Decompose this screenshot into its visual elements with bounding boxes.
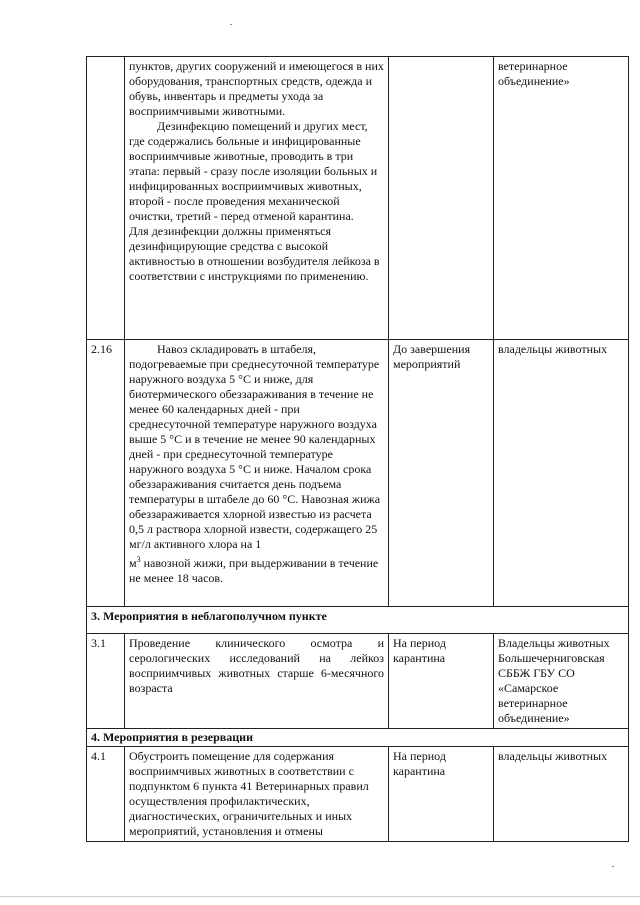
measure-paragraph: Дезинфекцию помещений и других мест, где содержались больные и инфицированные восприимчивые животные, проводить в три этапа: первый - сразу после изоляции больных и инфицированных восприимчивых животных, второй - после проведения механической очистки, третий - перед отменой карантина. <box>129 119 378 223</box>
unit-superscript: 3 <box>136 555 141 564</box>
measure-text: Проведение клинического осмотра и серологических исследований на лейкоз восприимчивых животных старше 6-месячного возраста <box>125 634 389 729</box>
row-number: 3.1 <box>87 634 125 729</box>
section-title: 3. Мероприятия в неблагополучном пункте <box>87 607 629 634</box>
measures-table <box>86 56 629 842</box>
responsible-cell: владельцы животных <box>494 747 629 842</box>
section-title: 4. Мероприятия в резервации <box>87 729 629 747</box>
measure-text <box>125 340 389 607</box>
row-number <box>87 57 125 340</box>
measure-text-main: Навоз складировать в штабеля, подогреваемые при среднесуточной температуре наружного воздуха 5 °С и ниже, для биотермического обеззараживания в течение не менее 60 календарных дней - при среднесуточной температуре наружного воздуха выше 5 °С и в течение не менее 90 календарных дней - при среднесуточной температуре наружного воздуха 5 °С и ниже. Началом срока обеззараживания считается день подъема температуры в штабеле до 60 °С. Навозная жижа обеззараживается хлорной известью из расчета 0,5 л раствора хлорной извести, содержащего 25 мг/л активного хлора на 1 <box>129 342 381 551</box>
table-row <box>87 634 629 729</box>
section-header-row <box>87 729 629 747</box>
row-number: 4.1 <box>87 747 125 842</box>
measure-paragraph <box>129 342 384 586</box>
measure-paragraph: Для дезинфекции должны применяться дезинфицирующие средства с высокой активностью в отношении возбудителя лейкоза в соответствии с инструкциями по применению. <box>129 224 380 283</box>
unit-text: м <box>129 556 137 570</box>
measure-text-tail: навозной жижи, при выдерживании в течение не менее 18 часов. <box>129 556 379 585</box>
responsible-cell: ветеринарное объединение» <box>494 57 629 340</box>
deadline-cell: На период карантина <box>389 747 494 842</box>
deadline-cell: До завершения мероприятий <box>389 340 494 607</box>
scan-artifact-line <box>0 896 640 897</box>
table-row <box>87 747 629 842</box>
scan-speck <box>612 866 614 867</box>
measure-text <box>125 57 389 340</box>
measure-paragraph: пунктов, других сооружений и имеющегося в них оборудования, транспортных средств, одежда и обувь, инвентарь и предметы ухода за восприимчивыми животными. <box>129 59 384 118</box>
measure-text: Обустроить помещение для содержания восприимчивых животных в соответствии с подпунктом 6 пункта 41 Ветеринарных правил осуществления профилактических, диагностических, ограничительных и иных мероприятий, установления и отмены <box>125 747 389 842</box>
responsible-cell: Владельцы животных Большечерниговская СББЖ ГБУ СО «Самарское ветеринарное объединение» <box>494 634 629 729</box>
deadline-cell: На период карантина <box>389 634 494 729</box>
row-number: 2.16 <box>87 340 125 607</box>
table-row <box>87 57 629 340</box>
section-header-row <box>87 607 629 634</box>
scan-speck <box>230 24 232 25</box>
table-row <box>87 340 629 607</box>
responsible-cell: владельцы животных <box>494 340 629 607</box>
deadline-cell <box>389 57 494 340</box>
